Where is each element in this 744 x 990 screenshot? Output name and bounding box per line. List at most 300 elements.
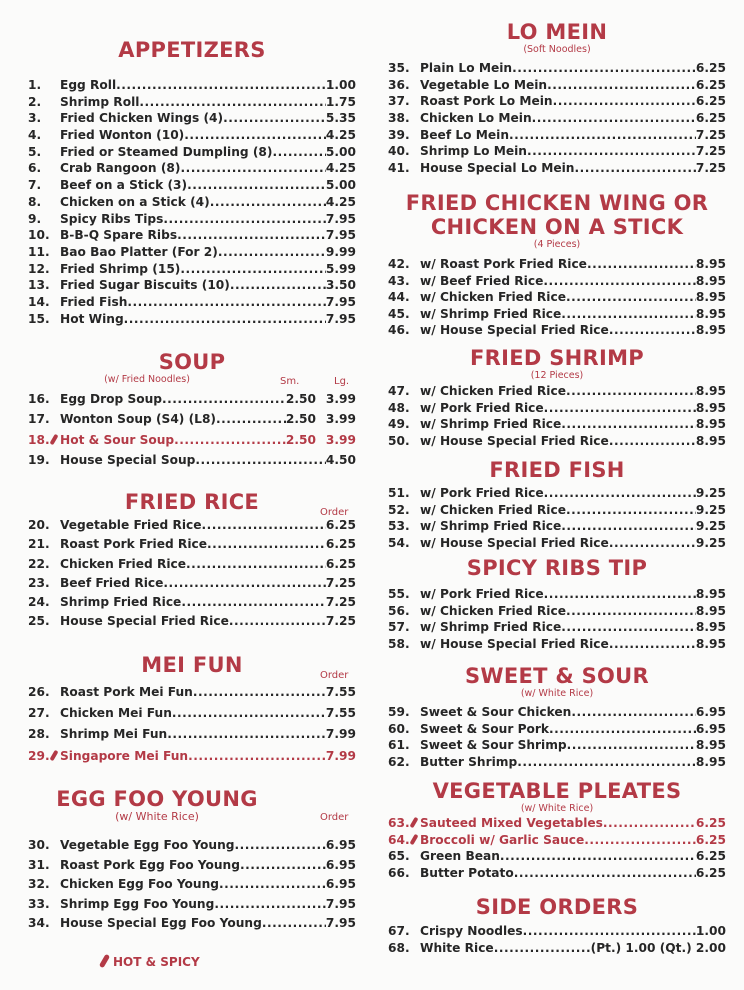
menu-item [28, 703, 356, 724]
section-subtitle: (4 Pieces) [533, 239, 581, 250]
item-name: w/ Chicken Fried Rice [420, 603, 566, 618]
dot-leader [494, 940, 591, 957]
item-name: House Special Egg Foo Young [60, 916, 262, 930]
section-title: SOUP [158, 350, 226, 374]
dot-leader [139, 94, 326, 111]
menu-item [28, 555, 356, 574]
item-price: 2.50 [285, 412, 316, 427]
dot-leader [223, 110, 326, 127]
item-number: 48. [388, 400, 410, 415]
section-subtitle: (w/ White Rice) [115, 810, 199, 823]
menu-item [388, 754, 726, 771]
item-number: 45. [388, 306, 410, 321]
menu-item [28, 593, 356, 612]
dot-leader [543, 273, 696, 290]
menu-item [388, 815, 726, 832]
menu-item [388, 416, 726, 433]
item-price: 7.25 [325, 575, 356, 590]
menu-item [28, 244, 356, 261]
dot-leader [214, 895, 326, 915]
legend-label: HOT & SPICY [113, 955, 200, 969]
menu-item [388, 273, 726, 290]
item-price: 7.95 [325, 916, 356, 930]
item-price: 4.25 [325, 128, 356, 143]
item-number: 42. [388, 257, 410, 271]
menu-item [28, 389, 356, 409]
item-name: Hot & Sour Soup [60, 432, 175, 447]
menu-item [388, 60, 726, 77]
menu-item [388, 306, 726, 323]
menu-item [388, 721, 726, 738]
item-name: Beef Fried Rice [60, 575, 164, 590]
item-number: 39. [388, 127, 410, 142]
item-name: w/ House Special Fried Rice [420, 433, 609, 448]
item-price: 6.95 [325, 857, 356, 872]
item-price: 8.95 [695, 273, 726, 288]
menu-item [28, 746, 356, 767]
dot-leader [544, 400, 696, 417]
section-fried-rice [28, 490, 356, 632]
item-number: 67. [388, 924, 410, 938]
dot-leader [177, 227, 326, 244]
dot-leader [272, 144, 325, 161]
menu-item [388, 433, 726, 450]
item-number: 49. [388, 417, 410, 431]
menu-item [28, 294, 356, 311]
menu-item [388, 127, 726, 144]
dot-leader [553, 93, 696, 110]
item-number: 61. [388, 738, 410, 753]
dot-leader [609, 322, 696, 339]
menu-item [388, 160, 726, 177]
menu-item [388, 383, 726, 400]
section-title: EGG FOO YOUNG [56, 787, 258, 811]
item-name: Fried Fish [60, 294, 128, 309]
item-number: 44. [388, 290, 410, 304]
item-price: 8.95 [695, 603, 726, 618]
item-number: 51. [388, 486, 410, 500]
section-egg-foo-young [28, 787, 356, 934]
section-title: FRIED SHRIMP [470, 346, 644, 370]
item-name: White Rice [420, 941, 494, 955]
item-name: Roast Pork Mei Fun [60, 685, 193, 699]
item-number: 30. [28, 838, 50, 852]
item-price: 7.95 [325, 211, 356, 226]
item-price: 8.95 [695, 433, 726, 448]
item-name: Plain Lo Mein [420, 61, 513, 75]
menu-item [28, 836, 356, 856]
item-number: 41. [388, 161, 410, 176]
item-number: 56. [388, 603, 410, 618]
item-number: 18. [28, 430, 60, 450]
dot-leader [180, 261, 326, 278]
menu-item [28, 177, 356, 194]
item-price: 3.50 [325, 278, 356, 293]
item-number: 36. [388, 77, 410, 92]
section-spicy-ribs [388, 556, 726, 653]
menu-item [388, 502, 726, 519]
item-name: Fried Wonton (10) [60, 128, 185, 143]
section-lo-mein [388, 20, 726, 177]
item-price: 9.99 [325, 244, 356, 259]
dot-leader [544, 586, 696, 603]
item-number: 64. [388, 832, 420, 849]
dot-leader [193, 682, 326, 703]
section-fried-shrimp [388, 346, 726, 449]
item-price: 6.95 [695, 705, 726, 719]
item-price: 8.95 [695, 323, 726, 337]
item-name: Shrimp Lo Mein [420, 144, 527, 159]
item-name: Hot Wing [60, 311, 124, 326]
dot-leader [500, 848, 696, 865]
item-name: w/ Shrimp Fried Rice [420, 620, 562, 635]
item-price: 8.95 [695, 755, 726, 770]
item-number: 19. [28, 452, 50, 467]
item-price: 5.35 [325, 111, 356, 126]
item-number: 9. [28, 211, 42, 226]
item-price: 7.95 [325, 228, 356, 243]
menu-item [388, 586, 726, 603]
item-number: 5. [28, 144, 42, 159]
menu-item [388, 636, 726, 653]
item-number: 1. [28, 78, 42, 92]
dot-leader [609, 636, 696, 653]
item-name: Beef on a Stick (3) [60, 178, 188, 193]
item-name: B-B-Q Spare Ribs [60, 228, 178, 243]
dot-leader [187, 177, 326, 194]
item-number: 4. [28, 128, 42, 143]
item-name: w/ House Special Fried Rice [420, 536, 609, 551]
item-name: Vegetable Lo Mein [420, 77, 548, 92]
dot-leader [229, 612, 326, 631]
dot-leader [186, 555, 326, 574]
item-number: 63. [388, 815, 420, 832]
item-price: 6.25 [325, 518, 356, 532]
item-number: 65. [388, 849, 410, 863]
item-price: 8.95 [695, 257, 726, 271]
dot-leader [230, 277, 326, 294]
item-price: 6.25 [695, 865, 726, 880]
item-name: Sweet & Sour Chicken [420, 705, 572, 719]
item-price: 6.95 [325, 838, 356, 852]
menu-item [28, 430, 356, 450]
item-name: Chicken Fried Rice [60, 556, 187, 571]
item-price: 6.95 [325, 877, 356, 891]
item-number: 50. [388, 433, 410, 448]
menu-item [28, 724, 356, 745]
item-price: 8.95 [695, 738, 726, 753]
item-price: 1.00 [325, 78, 356, 92]
item-name: w/ Chicken Fried Rice [420, 290, 566, 304]
item-price: (Pt.) 1.00 (Qt.) 2.00 [590, 941, 726, 955]
item-price: 7.25 [695, 144, 726, 159]
menu-item [28, 94, 356, 111]
item-price: 8.95 [695, 290, 726, 304]
item-number: 20. [28, 518, 50, 532]
item-number: 35. [388, 61, 410, 75]
item-number: 26. [28, 685, 50, 699]
section-title: LO MEIN [506, 20, 608, 44]
item-number: 14. [28, 294, 50, 309]
dot-leader [574, 160, 695, 177]
item-number: 47. [388, 384, 410, 398]
item-number: 38. [388, 111, 410, 126]
item-price: 7.25 [325, 595, 356, 610]
item-name: Vegetable Egg Foo Young [60, 838, 235, 852]
item-number: 11. [28, 244, 50, 259]
menu-item [28, 144, 356, 161]
menu-item [28, 110, 356, 127]
item-name: w/ House Special Fried Rice [420, 637, 609, 652]
item-name: Fried Sugar Biscuits (10) [60, 278, 230, 293]
item-name: Chicken Lo Mein [420, 111, 532, 126]
item-number: 40. [388, 144, 410, 159]
item-price: 6.25 [695, 61, 726, 75]
item-number: 59. [388, 705, 410, 719]
dot-leader [207, 535, 326, 554]
menu-item [28, 127, 356, 144]
menu-item [28, 409, 356, 429]
dot-leader [163, 211, 326, 228]
item-number: 55. [388, 587, 410, 601]
menu-item [388, 865, 726, 882]
dot-leader [566, 289, 696, 306]
item-price: 8.95 [695, 384, 726, 398]
item-name: Vegetable Fried Rice [60, 518, 202, 532]
section-vegetable [388, 779, 726, 881]
section-sweet-sour [388, 664, 726, 771]
dot-leader [210, 194, 326, 211]
dot-leader [512, 60, 696, 77]
dot-leader [509, 127, 696, 144]
item-number: 58. [388, 637, 410, 652]
section-side-orders [388, 895, 726, 957]
item-price: 6.25 [695, 832, 726, 847]
item-name: Shrimp Fried Rice [60, 595, 182, 610]
item-name: Spicy Ribs Tips [60, 211, 164, 226]
item-name: Fried Chicken Wings (4) [60, 111, 224, 126]
menu-item [388, 256, 726, 273]
item-price-large: 3.99 [325, 432, 356, 447]
item-price: 6.25 [695, 77, 726, 92]
item-name: Beef Lo Mein [420, 127, 509, 142]
dot-leader [216, 409, 286, 429]
dot-leader [127, 294, 326, 311]
item-price: 6.25 [325, 556, 356, 571]
item-number: 68. [388, 941, 410, 955]
item-price: 9.25 [695, 486, 726, 500]
dot-leader [549, 721, 696, 738]
item-number: 57. [388, 620, 410, 635]
item-number: 22. [28, 556, 50, 571]
item-name: Roast Pork Fried Rice [60, 537, 207, 552]
dot-leader [587, 256, 696, 273]
section-title: SPICY RIBS TIP [466, 556, 648, 580]
dot-leader [163, 574, 326, 593]
dot-leader [181, 593, 326, 612]
item-price: 7.95 [325, 311, 356, 326]
item-name: w/ Roast Pork Fried Rice [420, 257, 587, 271]
item-number: 24. [28, 595, 50, 610]
item-price: 4.50 [325, 452, 356, 467]
dot-leader [218, 244, 326, 261]
item-name: Sauteed Mixed Vegetables [420, 816, 603, 830]
item-name: Chicken Mei Fun [60, 706, 172, 721]
item-number: 62. [388, 755, 410, 770]
item-name: Roast Pork Lo Mein [420, 94, 553, 109]
dot-leader [180, 160, 325, 177]
item-number: 52. [388, 502, 410, 517]
item-name: Egg Roll [60, 78, 117, 92]
item-number: 46. [388, 323, 410, 337]
item-price: 8.95 [695, 637, 726, 652]
item-price: 7.25 [325, 614, 356, 629]
item-price: 6.25 [695, 849, 726, 863]
item-number: 66. [388, 865, 410, 880]
menu-item [388, 289, 726, 306]
dot-leader [219, 875, 326, 895]
item-price: 8.95 [695, 400, 726, 415]
dot-leader [544, 485, 696, 502]
item-name: Crab Rangoon (8) [60, 161, 181, 176]
item-name: Fried Shrimp (15) [60, 261, 181, 276]
dot-leader [571, 704, 696, 721]
section-title: VEGETABLE PLEATES [432, 779, 682, 803]
item-name: House Special Soup [60, 452, 196, 467]
dot-leader [609, 433, 696, 450]
item-number: 13. [28, 278, 50, 293]
menu-item [388, 143, 726, 160]
section-title: FRIED CHICKEN WING OR [405, 191, 709, 215]
menu-item [28, 77, 356, 94]
item-price: 1.00 [695, 924, 726, 938]
menu-item [28, 612, 356, 631]
item-name: w/ House Special Fried Rice [420, 323, 609, 337]
dot-leader [188, 746, 326, 767]
item-name: Wonton Soup (S4) (L8) [60, 412, 216, 427]
item-price: 6.95 [695, 721, 726, 736]
item-name: Broccoli w/ Garlic Sauce [420, 832, 585, 847]
menu-item [28, 277, 356, 294]
dot-leader [517, 754, 696, 771]
item-number: 21. [28, 537, 50, 552]
dot-leader [172, 703, 326, 724]
item-price: 2.50 [285, 432, 316, 447]
item-number: 33. [28, 896, 50, 911]
dot-leader [561, 619, 696, 636]
section-title: MEI FUN [141, 653, 243, 677]
item-number: 28. [28, 727, 50, 742]
item-name: Chicken on a Stick (4) [60, 194, 210, 209]
item-name: Butter Potato [420, 865, 514, 880]
menu-item [388, 737, 726, 754]
dot-leader [202, 516, 326, 535]
item-price: 9.25 [695, 502, 726, 517]
item-name: w/ Pork Fried Rice [420, 587, 544, 601]
item-price: 7.25 [695, 161, 726, 176]
dot-leader [116, 77, 326, 94]
item-number: 15. [28, 311, 50, 326]
section-soup [28, 350, 356, 470]
item-number: 7. [28, 178, 42, 193]
menu-item [28, 516, 356, 535]
item-number: 3. [28, 111, 42, 126]
menu-item [28, 261, 356, 278]
dot-leader [167, 724, 326, 745]
item-price: 8.95 [695, 306, 726, 321]
dot-leader [603, 815, 696, 832]
item-number: 12. [28, 261, 50, 276]
item-price: 6.25 [695, 111, 726, 126]
col-order: Order [320, 670, 349, 681]
section-title: FRIED FISH [489, 458, 625, 482]
item-price: 6.25 [695, 94, 726, 109]
item-price-large: 3.99 [325, 392, 356, 406]
dot-leader [584, 832, 696, 849]
item-price: 5.00 [325, 144, 356, 159]
item-name: Bao Bao Platter (For 2) [60, 244, 218, 259]
dot-leader [184, 127, 326, 144]
item-name: Chicken Egg Foo Young [60, 877, 219, 891]
dot-leader [234, 836, 325, 856]
item-price: 6.25 [695, 816, 726, 830]
dot-leader [240, 856, 326, 876]
menu-item [388, 923, 726, 940]
menu-item [388, 77, 726, 94]
menu-item [388, 485, 726, 502]
item-price: 7.55 [325, 685, 356, 699]
section-subtitle: (w/ Fried Noodles) [104, 374, 190, 385]
dot-leader [566, 603, 696, 620]
section-subtitle: (w/ White Rice) [520, 688, 594, 699]
item-price: 8.95 [695, 417, 726, 431]
dot-leader [195, 450, 326, 470]
item-name: Shrimp Mei Fun [60, 727, 168, 742]
menu-item [388, 518, 726, 535]
dot-leader [523, 923, 696, 940]
section-subtitle: (w/ White Rice) [520, 803, 594, 814]
item-name: w/ Chicken Fried Rice [420, 502, 566, 517]
item-price: 4.25 [325, 161, 356, 176]
dot-leader [532, 110, 696, 127]
menu-item [28, 211, 356, 228]
dot-leader [561, 306, 696, 323]
section-appetizers [28, 38, 356, 327]
menu-item [28, 227, 356, 244]
dot-leader [547, 77, 696, 94]
dot-leader [527, 143, 696, 160]
item-name: Sweet & Sour Pork [420, 721, 550, 736]
item-price: 9.25 [695, 519, 726, 534]
menu-item [388, 704, 726, 721]
menu-item [388, 848, 726, 865]
item-number: 37. [388, 94, 410, 109]
chili-pepper-icon [99, 954, 110, 969]
item-price: 9.25 [695, 536, 726, 551]
section-subtitle: (Soft Noodles) [523, 44, 591, 55]
item-number: 23. [28, 575, 50, 590]
item-name: Egg Drop Soup [60, 392, 163, 406]
item-name: Sweet & Sour Shrimp [420, 738, 567, 753]
item-price: 7.25 [695, 127, 726, 142]
item-number: 6. [28, 161, 42, 176]
dot-leader [124, 311, 326, 328]
menu-item [388, 322, 726, 339]
item-number: 53. [388, 519, 410, 534]
col-order: Order [320, 812, 349, 823]
menu-item [28, 160, 356, 177]
col-small: Sm. [280, 376, 300, 387]
